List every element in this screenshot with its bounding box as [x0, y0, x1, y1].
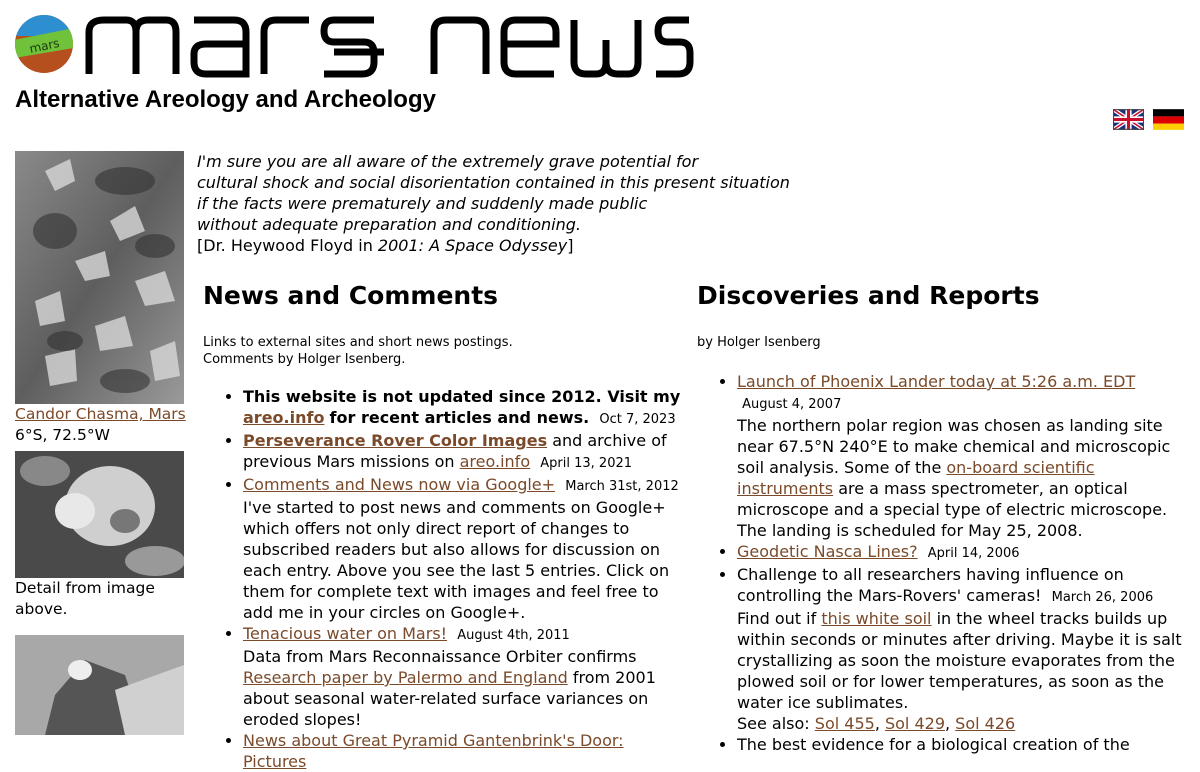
quote-attribution: [Dr. Heywood Floyd in 2001: A Space Odyssey]: [197, 236, 574, 255]
discoveries-list: [697, 371, 1182, 755]
discoveries-heading: Discoveries and Reports: [697, 281, 1040, 310]
detail-image[interactable]: [15, 451, 184, 578]
discovery-date: March 26, 2006: [1051, 590, 1154, 605]
research-paper-link[interactable]: Research paper by Palermo and England: [243, 668, 568, 687]
news-item: [243, 730, 688, 772]
candor-chasma-coords: 6°S, 72.5°W: [15, 426, 110, 444]
discovery-item: [737, 541, 1182, 564]
quote-line: if the facts were prematurely and suddenly made public: [197, 194, 648, 213]
mars-news-logo[interactable]: [14, 14, 74, 74]
news-date: Oct 7, 2023: [599, 412, 676, 427]
sol-426-link[interactable]: Sol 426: [955, 714, 1016, 733]
discovery-item: • Challenge to all researchers having influence on controlling the Mars-Rovers' cameras! March 26, 2006 Find out if this white soil in the wheel tracks builds up within seconds or minutes after driving. Maybe it is salt crystallizing as soon the moisture evaporates from the plowed soil or for lower temperatures, as soon as the water ice sublimates. See also: Sol 455, Sol 429, Sol 426: [737, 564, 1182, 734]
candor-chasma-link[interactable]: Candor Chasma, Mars: [15, 405, 186, 423]
google-plus-link[interactable]: Comments and News now via Google+: [243, 475, 556, 494]
quote-line: I'm sure you are all aware of the extremely grave potential for: [197, 152, 699, 171]
logo-text: mars: [28, 35, 61, 56]
site-subtitle: Alternative Areology and Archeology: [15, 86, 436, 113]
discoveries-column: [697, 278, 1182, 755]
surface-image[interactable]: [15, 635, 184, 735]
news-column: [203, 278, 688, 772]
news-date: August 4th, 2011: [457, 628, 570, 643]
caption-candor-chasma: [15, 404, 190, 446]
instruments-link[interactable]: on-board scientific instruments: [737, 458, 1095, 498]
discovery-date: April 14, 2006: [927, 546, 1020, 561]
perseverance-link[interactable]: Perseverance Rover Color Images: [243, 431, 548, 450]
areo-info-link[interactable]: areo.info: [243, 408, 325, 427]
discovery-date: August 4, 2007: [742, 397, 842, 412]
mars-news-wordmark: [84, 10, 694, 80]
film-quote: [197, 151, 797, 256]
discoveries-intro: by Holger Isenberg: [697, 335, 821, 350]
sol-455-link[interactable]: Sol 455: [814, 714, 875, 733]
pyramid-door-link[interactable]: News about Great Pyramid Gantenbrink's Door: Pictures: [243, 731, 624, 771]
news-heading: News and Comments: [203, 281, 499, 310]
news-item: • Comments and News now via Google+ March 31st, 2012 I've started to post news and comments on Google+ which offers not only direct report of changes to subscribed readers but also allows for discussion on each entry. Above you see the last 5 entries. Click on them for complete text with images and feel free to add me in your circles on Google+.: [243, 474, 688, 623]
white-soil-link[interactable]: this white soil: [821, 609, 932, 628]
quote-line: cultural shock and social disorientation contained in this present situation: [197, 173, 790, 192]
german-flag-icon[interactable]: [1153, 109, 1184, 130]
candor-chasma-image[interactable]: [15, 151, 184, 404]
discovery-item: • The best evidence for a biological creation of the: [737, 734, 1182, 755]
nasca-lines-link[interactable]: Geodetic Nasca Lines?: [737, 542, 918, 561]
news-item: • Tenacious water on Mars! August 4th, 2011 Data from Mars Reconnaissance Orbiter confirms Research paper by Palermo and England from 2001 about seasonal water-related surface variances on eroded slopes!: [243, 623, 688, 730]
english-flag-icon[interactable]: [1113, 109, 1144, 130]
news-date: April 13, 2021: [540, 456, 633, 471]
news-item: • This website is not updated since 2012. Visit my areo.info for recent articles and news. Oct 7, 2023: [243, 386, 688, 430]
news-intro: Links to external sites and short news postings. Comments by Holger Isenberg.: [203, 335, 513, 367]
phoenix-launch-link[interactable]: Launch of Phoenix Lander today at 5:26 a.m. EDT: [737, 372, 1136, 391]
areo-info-link-2[interactable]: areo.info: [459, 452, 531, 471]
quote-line: without adequate preparation and conditioning.: [197, 215, 581, 234]
discovery-item: • Launch of Phoenix Lander today at 5:26 a.m. EDT August 4, 2007 The northern polar region was chosen as landing site near 67.5°N 240°E to make chemical and microscopic soil analysis. Some of the on-board scientific instruments are a mass spectrometer, an optical microscope and a special type of electric microscope. The landing is scheduled for May 25, 2008.: [737, 371, 1182, 541]
news-item: • Perseverance Rover Color Images and archive of previous Mars missions on areo.info April 13, 2021: [243, 430, 688, 474]
news-date: March 31st, 2012: [565, 479, 679, 494]
sol-429-link[interactable]: Sol 429: [884, 714, 945, 733]
news-list: [203, 386, 688, 772]
tenacious-water-link[interactable]: Tenacious water on Mars!: [243, 624, 448, 643]
detail-caption: Detail from image above.: [15, 579, 155, 618]
sidebar: [15, 151, 190, 735]
